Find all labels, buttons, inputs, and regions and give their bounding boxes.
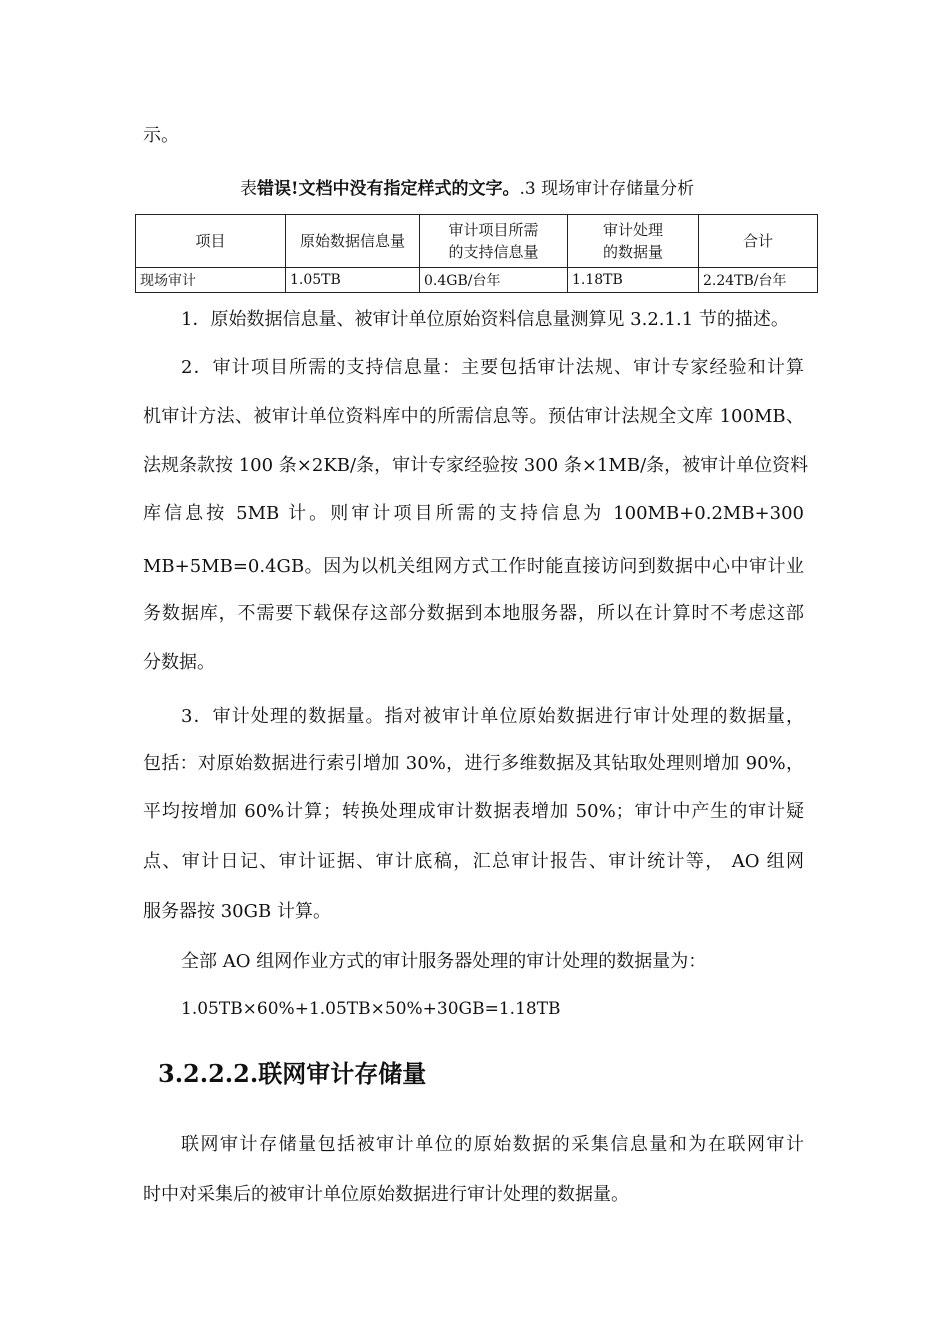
paragraph-2-line-2: 机审计方法、被审计单位资料库中的所需信息等。预估审计法规全文库 100MB、 [143,406,804,427]
table-row [136,268,818,293]
paragraph-2-line-1: 2．审计项目所需的支持信息量：主要包括审计法规、审计专家经验和计算 [181,357,804,378]
paragraph-2-line-5: MB+5MB=0.4GB。因为以机关组网方式工作时能直接访问到数据中心中审计业 [143,556,804,577]
paragraph-5-line-1: 联网审计存储量包括被审计单位的原始数据的采集信息量和为在联网审计 [181,1134,804,1155]
caption-suffix: .3 现场审计存储量分析 [519,179,695,199]
lead-fragment: 示。 [143,125,179,146]
paragraph-5-line-2: 时中对采集后的被审计单位原始数据进行审计处理的数据量。 [143,1184,629,1205]
table-caption [240,174,694,199]
paragraph-3-line-3: 平均按增加 60%计算；转换处理成审计数据表增加 50%；审计中产生的审计疑 [143,801,804,822]
table-header-cell: 审计处理 的数据量 [568,215,699,268]
table-header-cell: 合计 [699,215,818,268]
table-header-row [136,215,818,268]
table-cell: 现场审计 [136,268,286,293]
section-heading: 3.2.2.2.联网审计存储量 [158,1059,427,1088]
paragraph-2-line-4: 库信息按 5MB 计。则审计项目所需的支持信息为 100MB+0.2MB+300 [143,503,804,524]
paragraph-2-line-6: 务数据库，不需要下载保存这部分数据到本地服务器，所以在计算时不考虑这部 [143,603,804,624]
paragraph-4: 全部 AO 组网作业方式的审计服务器处理的审计处理的数据量为： [181,951,707,972]
paragraph-3-line-4: 点、审计日记、审计证据、审计底稿，汇总审计报告、审计统计等， AO 组网 [143,851,804,872]
paragraph-3-line-2: 包括：对原始数据进行索引增加 30%，进行多维数据及其钻取处理则增加 90%， [143,753,804,774]
caption-prefix: 表 [240,179,257,199]
table-cell: 1.05TB [286,268,420,293]
caption-error-text: 错误!文档中没有指定样式的文字。 [257,179,520,199]
table-cell: 2.24TB/台年 [699,268,818,293]
paragraph-2-line-7: 分数据。 [143,652,215,673]
table-header-cell: 原始数据信息量 [286,215,420,268]
formula-line: 1.05TB×60%+1.05TB×50%+30GB=1.18TB [181,999,561,1019]
paragraph-1: 1．原始数据信息量、被审计单位原始资料信息量测算见 3.2.1.1 节的描述。 [181,309,789,330]
storage-analysis-table [135,214,818,293]
paragraph-3-line-5: 服务器按 30GB 计算。 [143,901,331,922]
table-cell: 1.18TB [568,268,699,293]
table-header-cell: 项目 [136,215,286,268]
paragraph-2-line-3: 法规条款按 100 条×2KB/条，审计专家经验按 300 条×1MB/条，被审计单位资料 [143,455,809,476]
paragraph-3-line-1: 3．审计处理的数据量。指对被审计单位原始数据进行审计处理的数据量， [181,706,804,727]
table-cell: 0.4GB/台年 [420,268,568,293]
table-header-cell: 审计项目所需 的支持信息量 [420,215,568,268]
